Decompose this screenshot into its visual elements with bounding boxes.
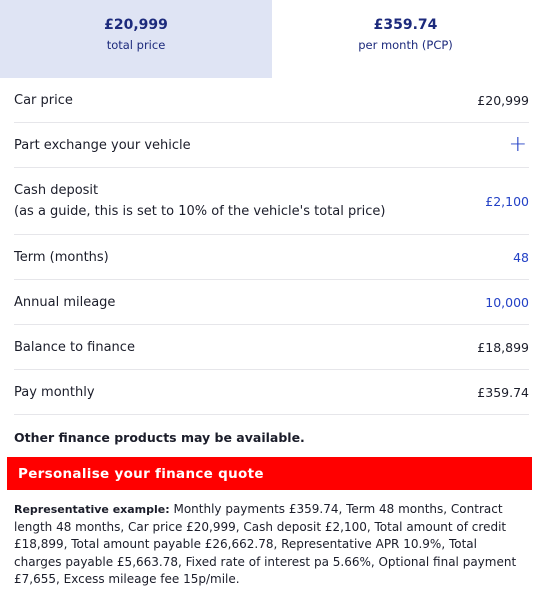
total-price-amount: £20,999 [104,17,168,33]
term-value[interactable]: 48 [513,249,529,265]
representative-example-label: Representative example: [14,503,170,516]
representative-example-text: Monthly payments £359.74, Term 48 months, Contract length 48 months, Car price £20,999, Cash deposit £2,100, Total amount of credit £18,899, Total amount payable £26,662.78, Representative APR 10.9%, Total charges payable £5,663.78, Fixed rate of interest pa 5.66%, Optional final payment £7,655, Excess mileage fee 15p/mile. [14,502,517,586]
car-price-label: Car price [14,92,73,108]
part-exchange-label: Part exchange your vehicle [14,137,191,153]
total-price-label: total price [106,38,166,52]
balance-label: Balance to finance [14,339,135,355]
price-tabs [0,0,539,78]
mileage-label: Annual mileage [14,294,116,310]
tab-total-price[interactable] [0,0,272,78]
personalise-quote-button[interactable]: Personalise your finance quote [7,457,532,490]
row-part-exchange[interactable] [14,123,529,168]
row-cash-deposit [14,168,529,235]
tab-per-month[interactable] [272,0,539,78]
finance-summary [0,78,539,415]
term-label: Term (months) [14,249,109,265]
per-month-label: per month (PCP) [358,38,453,52]
cash-deposit-value[interactable]: £2,100 [485,193,529,209]
representative-example [0,490,539,589]
pay-monthly-label: Pay monthly [14,384,95,400]
row-car-price [14,78,529,123]
cash-deposit-note: (as a guide, this is set to 10% of the vehicle's total price) [14,204,386,219]
row-pay-monthly [14,370,529,415]
mileage-value[interactable]: 10,000 [485,294,529,310]
balance-value: £18,899 [477,339,529,355]
plus-icon[interactable]: + [508,132,527,157]
other-products-note: Other finance products may be available. [14,430,305,445]
car-price-value: £20,999 [477,92,529,108]
row-annual-mileage [14,280,529,325]
pay-monthly-value: £359.74 [477,384,529,400]
cash-deposit-label: Cash deposit [14,183,99,198]
row-balance-to-finance [14,325,529,370]
per-month-amount: £359.74 [373,17,438,33]
row-term [14,235,529,280]
